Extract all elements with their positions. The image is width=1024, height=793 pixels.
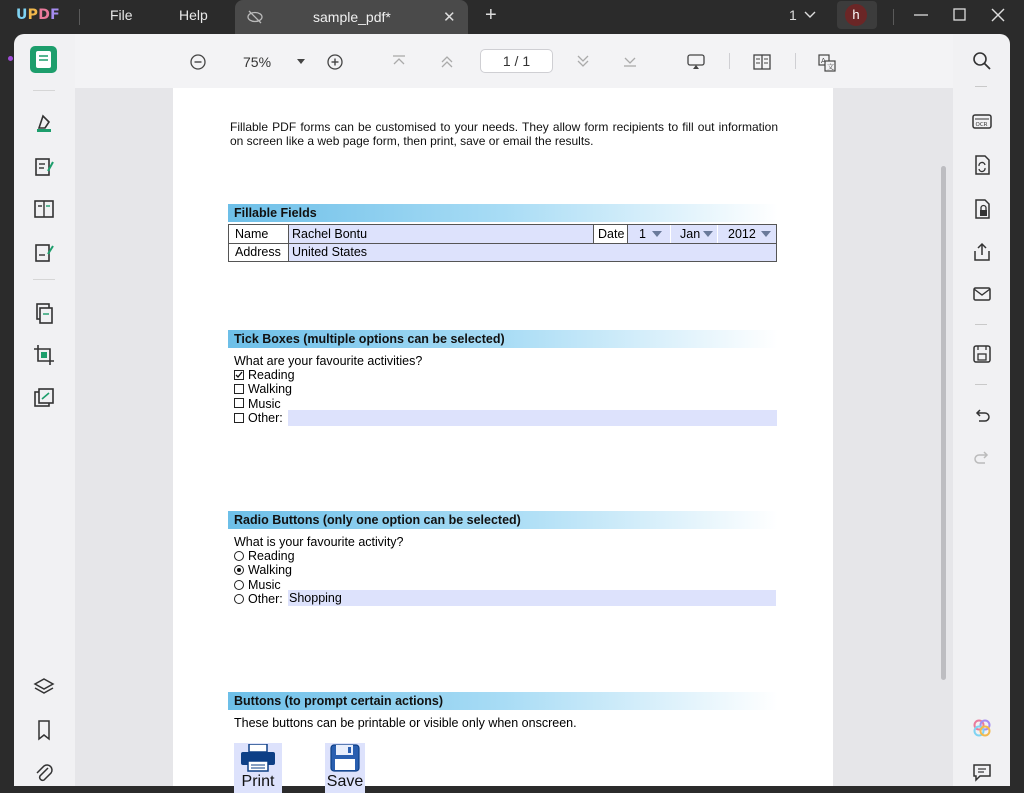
fillable-fields-table: [228, 224, 777, 262]
radio-walking[interactable]: [234, 565, 244, 575]
checkbox-label-reading: Reading: [248, 368, 295, 382]
checkbox-music[interactable]: [234, 398, 244, 408]
fill-sign-icon[interactable]: [31, 240, 57, 266]
menu-help[interactable]: Help: [179, 7, 208, 23]
checkbox-label-other: Other:: [248, 411, 283, 425]
minimize-icon[interactable]: [912, 6, 930, 24]
divider: [893, 9, 894, 25]
crop-icon[interactable]: [31, 342, 57, 368]
save-icon[interactable]: [971, 343, 993, 365]
year-value: 2012: [728, 227, 756, 241]
section-heading-buttons: Buttons (to prompt certain actions): [228, 692, 778, 710]
new-tab-icon[interactable]: +: [485, 4, 497, 26]
redact-icon[interactable]: [31, 386, 57, 412]
dropdown-arrow-icon: [652, 231, 662, 237]
checkbox-walking[interactable]: [234, 384, 244, 394]
protect-icon[interactable]: [971, 198, 993, 220]
bookmark-icon[interactable]: [31, 717, 57, 743]
redo-icon[interactable]: [971, 447, 993, 469]
email-icon[interactable]: [971, 283, 993, 305]
buttons-note: These buttons can be printable or visible only when onscreen.: [234, 716, 577, 730]
divider: [79, 9, 80, 25]
ocr-icon[interactable]: [971, 110, 993, 132]
zoom-in-icon[interactable]: [326, 53, 344, 71]
divider: [729, 53, 730, 69]
divider: [795, 53, 796, 69]
divider: [33, 279, 55, 280]
close-window-icon[interactable]: [989, 6, 1007, 24]
view-toolbar: [75, 34, 953, 88]
name-label: Name: [235, 227, 269, 241]
next-page-icon[interactable]: [575, 53, 591, 69]
zoom-dropdown-icon[interactable]: [296, 58, 306, 65]
section-heading-tick-boxes: Tick Boxes (multiple options can be selected): [228, 330, 778, 348]
last-page-icon[interactable]: [622, 53, 638, 69]
radio-other[interactable]: [234, 594, 244, 604]
zoom-level[interactable]: 75%: [243, 54, 272, 70]
page-layout-icon[interactable]: [752, 53, 772, 71]
right-sidebar: [953, 34, 1010, 786]
previous-page-icon[interactable]: [439, 53, 455, 69]
radio-music[interactable]: [234, 580, 244, 590]
radio-label-reading: Reading: [248, 549, 295, 563]
checkbox-other[interactable]: [234, 413, 244, 423]
maximize-icon[interactable]: [951, 6, 969, 24]
other-activity-field[interactable]: [288, 410, 777, 426]
radio-other-field[interactable]: Shopping: [288, 590, 776, 606]
notification-dot: [8, 56, 13, 61]
ai-assistant-icon[interactable]: [971, 717, 993, 739]
menu-file[interactable]: File: [110, 7, 133, 23]
name-field[interactable]: Rachel Bontu: [289, 225, 593, 243]
highlighter-icon[interactable]: [31, 110, 57, 136]
share-icon[interactable]: [971, 241, 993, 263]
search-icon[interactable]: [971, 50, 993, 72]
svg-text:文: 文: [827, 63, 834, 71]
layers-icon[interactable]: [31, 674, 57, 700]
left-sidebar: [14, 34, 75, 786]
vertical-scrollbar[interactable]: [941, 166, 946, 680]
title-bar: [0, 0, 1024, 34]
section-heading-radio: Radio Buttons (only one option can be selected): [228, 511, 778, 529]
radio-label-other: Other:: [248, 592, 283, 606]
tab-title: sample_pdf*: [313, 9, 391, 25]
window-count[interactable]: 1: [789, 7, 797, 23]
chevron-down-icon[interactable]: [803, 8, 817, 22]
month-value: Jan: [680, 227, 701, 241]
address-field[interactable]: United States: [289, 244, 776, 261]
convert-icon[interactable]: [971, 154, 993, 176]
hidden-eye-icon: [246, 9, 264, 25]
radio-label-walking: Walking: [248, 563, 292, 577]
attachment-icon[interactable]: [31, 760, 57, 786]
page-number-input[interactable]: 1 / 1: [480, 49, 553, 73]
book-icon: [30, 46, 57, 73]
divider: [975, 384, 987, 385]
checkbox-reading[interactable]: [234, 370, 244, 380]
day-select[interactable]: [628, 225, 670, 243]
document-area: [75, 34, 953, 790]
svg-text:OCR: OCR: [975, 122, 988, 128]
day-value: 1: [639, 227, 646, 241]
organize-pages-icon[interactable]: [31, 300, 57, 326]
divider: [975, 86, 987, 87]
year-select[interactable]: [718, 225, 776, 243]
radio-selected-dot: [237, 568, 241, 572]
radio-label-music: Music: [248, 578, 281, 592]
svg-text:A: A: [821, 57, 826, 65]
dropdown-arrow-icon: [761, 231, 771, 237]
print-button-label: Print: [241, 773, 275, 790]
dropdown-arrow-icon: [703, 231, 713, 237]
reader-mode-button[interactable]: [30, 46, 57, 73]
translate-icon[interactable]: [817, 53, 837, 73]
checkbox-label-music: Music: [248, 397, 281, 411]
section-heading-fillable: Fillable Fields: [228, 204, 778, 222]
intro-text: Fillable PDF forms can be customised to your needs. They allow form recipients to fill out information on screen like a web page form, then print, save or email the results.: [230, 120, 778, 148]
divider: [975, 324, 987, 325]
zoom-out-icon[interactable]: [189, 53, 207, 71]
comment-icon[interactable]: [971, 761, 993, 783]
month-select[interactable]: [671, 225, 717, 243]
date-label: Date: [598, 227, 625, 241]
floppy-disk-icon: [330, 744, 360, 772]
undo-icon[interactable]: [971, 405, 993, 427]
divider: [33, 90, 55, 91]
document-tab[interactable]: [235, 0, 468, 34]
avatar-initial: h: [845, 4, 867, 26]
avatar[interactable]: [837, 1, 877, 29]
checkbox-label-walking: Walking: [248, 382, 292, 396]
form-icon[interactable]: [31, 196, 57, 222]
slideshow-icon[interactable]: [686, 53, 706, 71]
radio-reading[interactable]: [234, 551, 244, 561]
save-button-label: Save: [326, 773, 364, 790]
pdf-page: [173, 88, 833, 790]
printer-icon: [239, 744, 277, 772]
radio-question: What is your favourite activity?: [234, 535, 404, 549]
app-logo: UPDF: [16, 7, 61, 23]
tick-question: What are your favourite activities?: [234, 354, 423, 368]
tab-close-icon[interactable]: ✕: [443, 9, 456, 26]
first-page-icon[interactable]: [391, 53, 407, 69]
address-label: Address: [235, 245, 281, 259]
edit-pdf-icon[interactable]: [31, 154, 57, 180]
